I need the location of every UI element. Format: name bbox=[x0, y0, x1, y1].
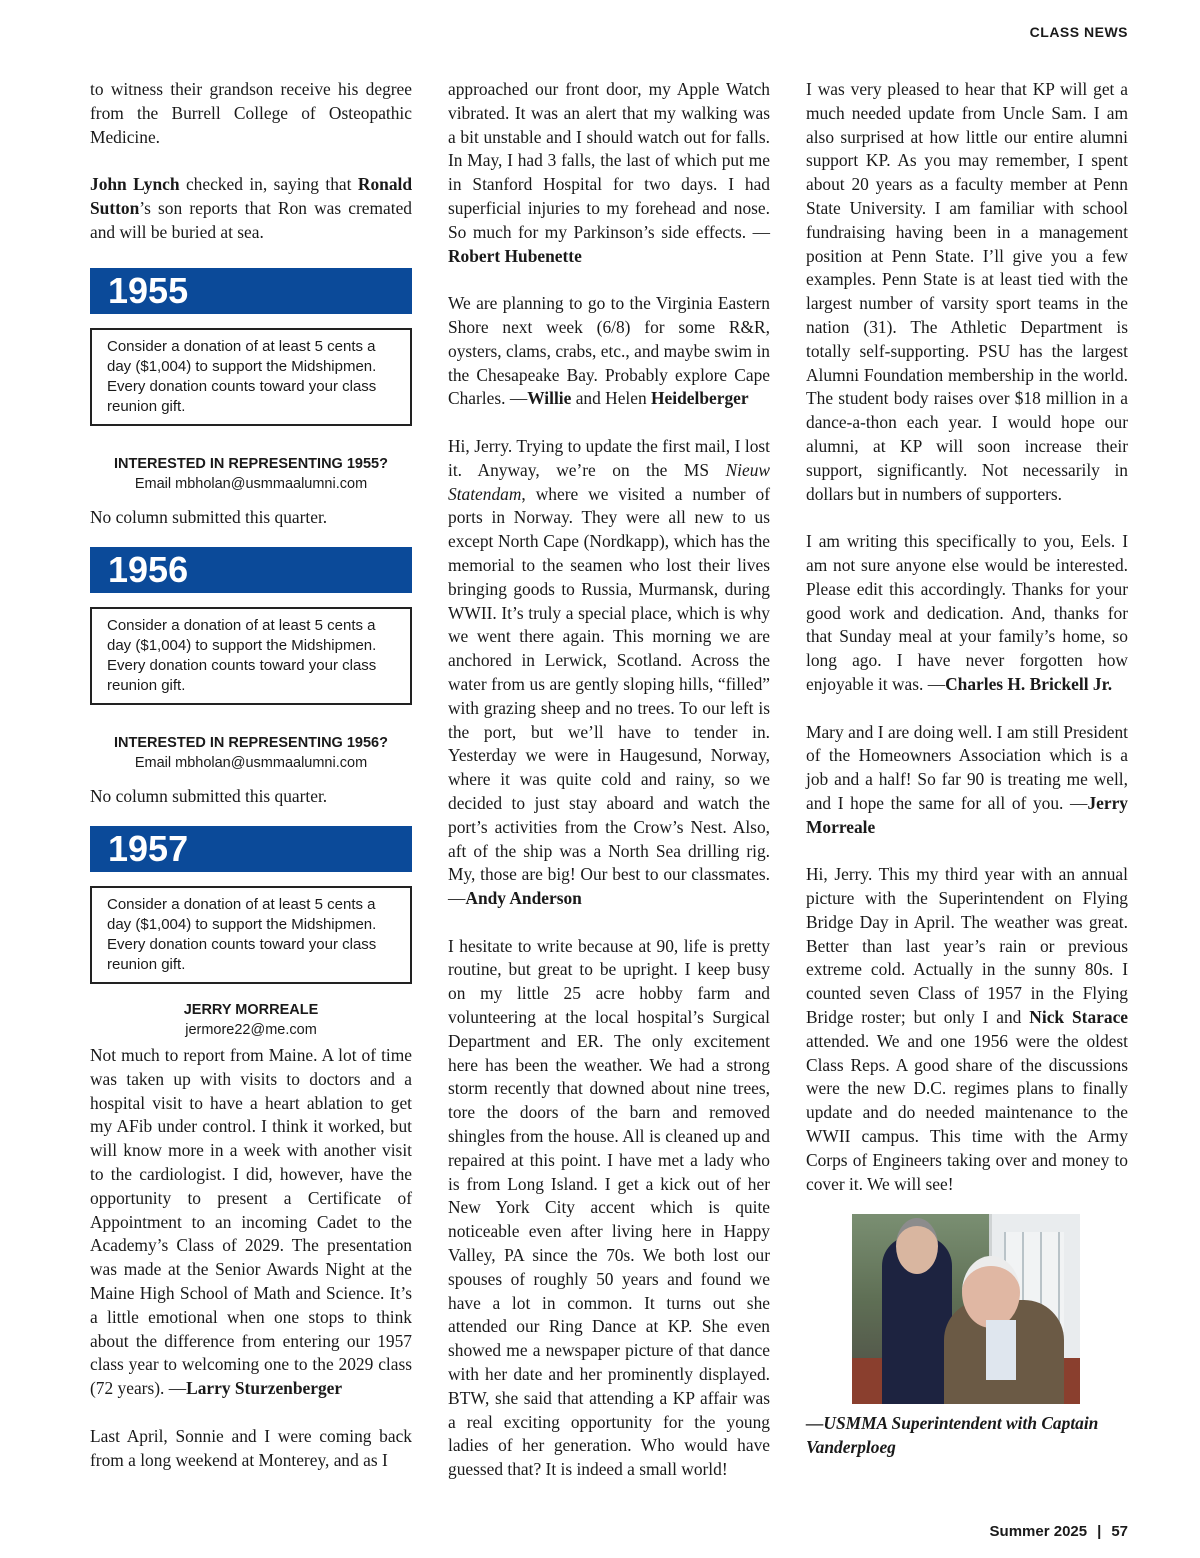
column-3 bbox=[806, 78, 1128, 1460]
rep-email: Email mbholan@usmmaalumni.com bbox=[134, 755, 368, 772]
signature: Jerry Morreale bbox=[806, 792, 1128, 837]
paragraph bbox=[806, 863, 1128, 1196]
paragraph: I hesitate to write because at 90, life is pretty routine, but great to be upright. I keep busy on my little 25 acre hobby farm and volunteering at the local hospital’s Surgical Department and ER. The only excitement here has been the weather. We had a strong storm recently that downed about nine trees, tore the doors of the barn and removed shingles from the house. All is cleaned up and repaired at this point. I have met a lady who is from Long Island. I get a kick out of her New York City accent which is quite noticeable even after living here in Happy Valley, PA since the 70s. We both lost our spouses of roughly 50 years and found we have a lot in common. It turns out she attended our Ring Dance at KP. She even showed me a newspaper picture of that dance with her date and her prominently displayed. BTW, she said that attending a KP affair was a real exciting opportunity for the young ladies of her generation. Who would have guessed that? It is indeed a small world! bbox=[448, 935, 770, 1480]
page-footer bbox=[990, 1523, 1128, 1540]
text-run: I am writing this specifically to you, Eels. I am not sure anyone else would be interested. Please edit this accordingly. Thanks for your good work and dedication. And, thanks for that Sunday meal at your family’s home, so long ago. I have never forgotten how enjoyable it was. — bbox=[806, 531, 1128, 694]
class-year-1955-heading: 1955 bbox=[90, 268, 412, 314]
paragraph bbox=[448, 78, 770, 268]
text-run: Not much to report from Maine. A lot of time was taken up with visits to doctors and a hospital visit to have a heart ablation to get my AFib under control. I think it worked, but will know more in a week with another visit to the cardiologist. I did, however, have the opportunity to present a Certificate of Appointment to an incoming Cadet to the Academy’s Class of 2029. The presentation was made at the Senior Awards Night at the Maine High School of Math and Science. It’s a little emotional when one stops to think about the difference from entering our 1957 class year to welcoming one to the 2029 class (72 years). — bbox=[90, 1044, 412, 1399]
donation-box: Consider a donation of at least 5 cents a day ($1,004) to support the Midshipmen. Every donation counts toward your class reunion gift. bbox=[90, 328, 412, 426]
photo-shirt bbox=[986, 1320, 1016, 1380]
class-rep-info bbox=[90, 1000, 412, 1040]
class-year-1957-heading: 1957 bbox=[90, 826, 412, 872]
signature: Andy Anderson bbox=[465, 888, 582, 909]
text-run: Hi, Jerry. This my third year with an annual picture with the Superintendent on Flying Bridge Day in April. The weather was great. Better than last year’s rain or previous extreme cold. Actually in the sunny 80s. I counted seven Class of 1957 in the Flying Bridge roster; but only I and bbox=[806, 864, 1128, 1028]
paragraph bbox=[806, 721, 1128, 840]
page-number: 57 bbox=[1111, 1523, 1128, 1540]
signature: Heidelberger bbox=[651, 388, 749, 409]
text-run: Hi, Jerry. Trying to update the first mail, I lost it. Anyway, we’re on the MS bbox=[448, 435, 770, 480]
class-rep-info bbox=[90, 733, 412, 773]
column-2 bbox=[448, 78, 770, 1482]
ship-name: Nieuw Statendam bbox=[448, 459, 770, 504]
class-rep-info bbox=[90, 454, 412, 494]
text-run: Mary and I are doing well. I am still President of the Homeowners Association which is a job and a half! So far 90 is treating me well, and I hope the same for all of you. — bbox=[806, 721, 1128, 813]
photo-face bbox=[962, 1256, 1020, 1328]
signature: Larry Sturzenberger bbox=[186, 1378, 343, 1399]
rep-heading: INTERESTED IN REPRESENTING 1955? bbox=[114, 456, 388, 473]
rep-email: Email mbholan@usmmaalumni.com bbox=[134, 476, 368, 493]
donation-box: Consider a donation of at least 5 cents a day ($1,004) to support the Midshipmen. Every donation counts toward your class reunion gift. bbox=[90, 607, 412, 705]
rep-email: jermore22@me.com bbox=[185, 1021, 317, 1038]
paragraph bbox=[90, 1044, 412, 1401]
text-run: attended. We and one 1956 were the oldest Class Reps. A good share of the discussions were the new D.C. regimes plans to finally update and do needed maintenance to the WWII campus. This time with the Army Corps of Engineers taking over and money to cover it. We will see! bbox=[806, 1030, 1128, 1194]
paragraph bbox=[448, 292, 770, 411]
person-name: John Lynch bbox=[90, 174, 180, 195]
donation-box: Consider a donation of at least 5 cents a day ($1,004) to support the Midshipmen. Every donation counts toward your class reunion gift. bbox=[90, 886, 412, 984]
class-year-1956-heading: 1956 bbox=[90, 547, 412, 593]
text-run: checked in, saying that bbox=[179, 174, 358, 195]
paragraph: Last April, Sonnie and I were coming back from a long weekend at Monterey, and as I bbox=[90, 1425, 412, 1470]
issue-label: Summer 2025 bbox=[989, 1523, 1088, 1540]
no-column-note: No column submitted this quarter. bbox=[90, 786, 328, 807]
person-name: Nick Starace bbox=[1029, 1007, 1129, 1028]
section-label: CLASS NEWS bbox=[1029, 24, 1128, 40]
signature: Charles H. Brickell Jr. bbox=[945, 673, 1113, 694]
person-name: Ronald Sutton bbox=[90, 174, 413, 218]
photo-caption: —USMMA Superintendent with Captain Vanderploeg bbox=[806, 1413, 1099, 1458]
rep-heading: INTERESTED IN REPRESENTING 1956? bbox=[114, 735, 388, 752]
paragraph bbox=[448, 435, 770, 911]
text-run: ’s son reports that Ron was cremated and will be buried at sea. bbox=[90, 197, 412, 242]
paragraph bbox=[90, 173, 412, 244]
paragraph: I was very pleased to hear that KP will get a much needed update from Uncle Sam. I am also surprised at how little our entire alumni support KP. As you may remember, I spent about 20 years as a faculty member at Penn State University. I am familiar with school fundraising having been in a management position at Penn State. I’ll give you a few examples. Penn State is at least tied with the largest number of varsity sport teams in the nation (31). The Athletic Department is totally self-supporting. PSU has the largest Alumni Foundation membership in the world. The student body raises over $18 million in a dance-a-thon each year. I would hope our alumni, at KP will soon increase their support, significantly. Not necessarily in dollars but in numbers of supporters. bbox=[806, 79, 1128, 504]
no-column-note: No column submitted this quarter. bbox=[90, 507, 328, 528]
footer-separator: | bbox=[1097, 1523, 1102, 1540]
rep-name: JERRY MORREALE bbox=[183, 1001, 319, 1018]
paragraph bbox=[806, 530, 1128, 697]
text-run: We are planning to go to the Virginia Eastern Shore next week (6/8) for some R&R, oysters, clams, crabs, etc., and maybe swim in the Chesapeake Bay. Probably explore Cape Charles. — bbox=[448, 293, 770, 409]
column-1 bbox=[90, 78, 412, 1472]
paragraph: to witness their grandson receive his degree from the Burrell College of Osteopathic Medicine. bbox=[90, 79, 412, 147]
text-run: approached our front door, my Apple Watch vibrated. It was an alert that my walking was a bit unstable and I should watch out for falls. In May, I had 3 falls, the last of which put me in Stanford Hospital for two days. I had superficial injuries to my forehead and nose. So much for my Parkinson’s side effects. — bbox=[448, 79, 770, 242]
signature: Robert Hubenette bbox=[448, 245, 582, 266]
signature: Willie bbox=[527, 388, 572, 409]
text-run: and Helen bbox=[571, 388, 652, 409]
text-run: , where we visited a number of ports in Norway. They were all new to us except North Cape (Nordkapp), which has the memorial to the seamen who lost their lives bringing goods to Russia, Murmansk, during WWII. It’s truly a special place, which is why we went there again. This morning we are anchored in Lerwick, Scotland. Across the water from us are gently sloping hills, “filled” with grazing sheep and no trees. To our left is the port, but we’ll have to tender in. Yesterday we were in Haugesund, Norway, where it was quite cold and rainy, so we decided to just stay aboard and watch the port’s activities from the Crow’s Nest. Also, aft of the ship was a North Sea drilling rig. My, those are big! Our best to our classmates. — bbox=[448, 483, 770, 909]
superintendent-photo bbox=[852, 1214, 1080, 1404]
